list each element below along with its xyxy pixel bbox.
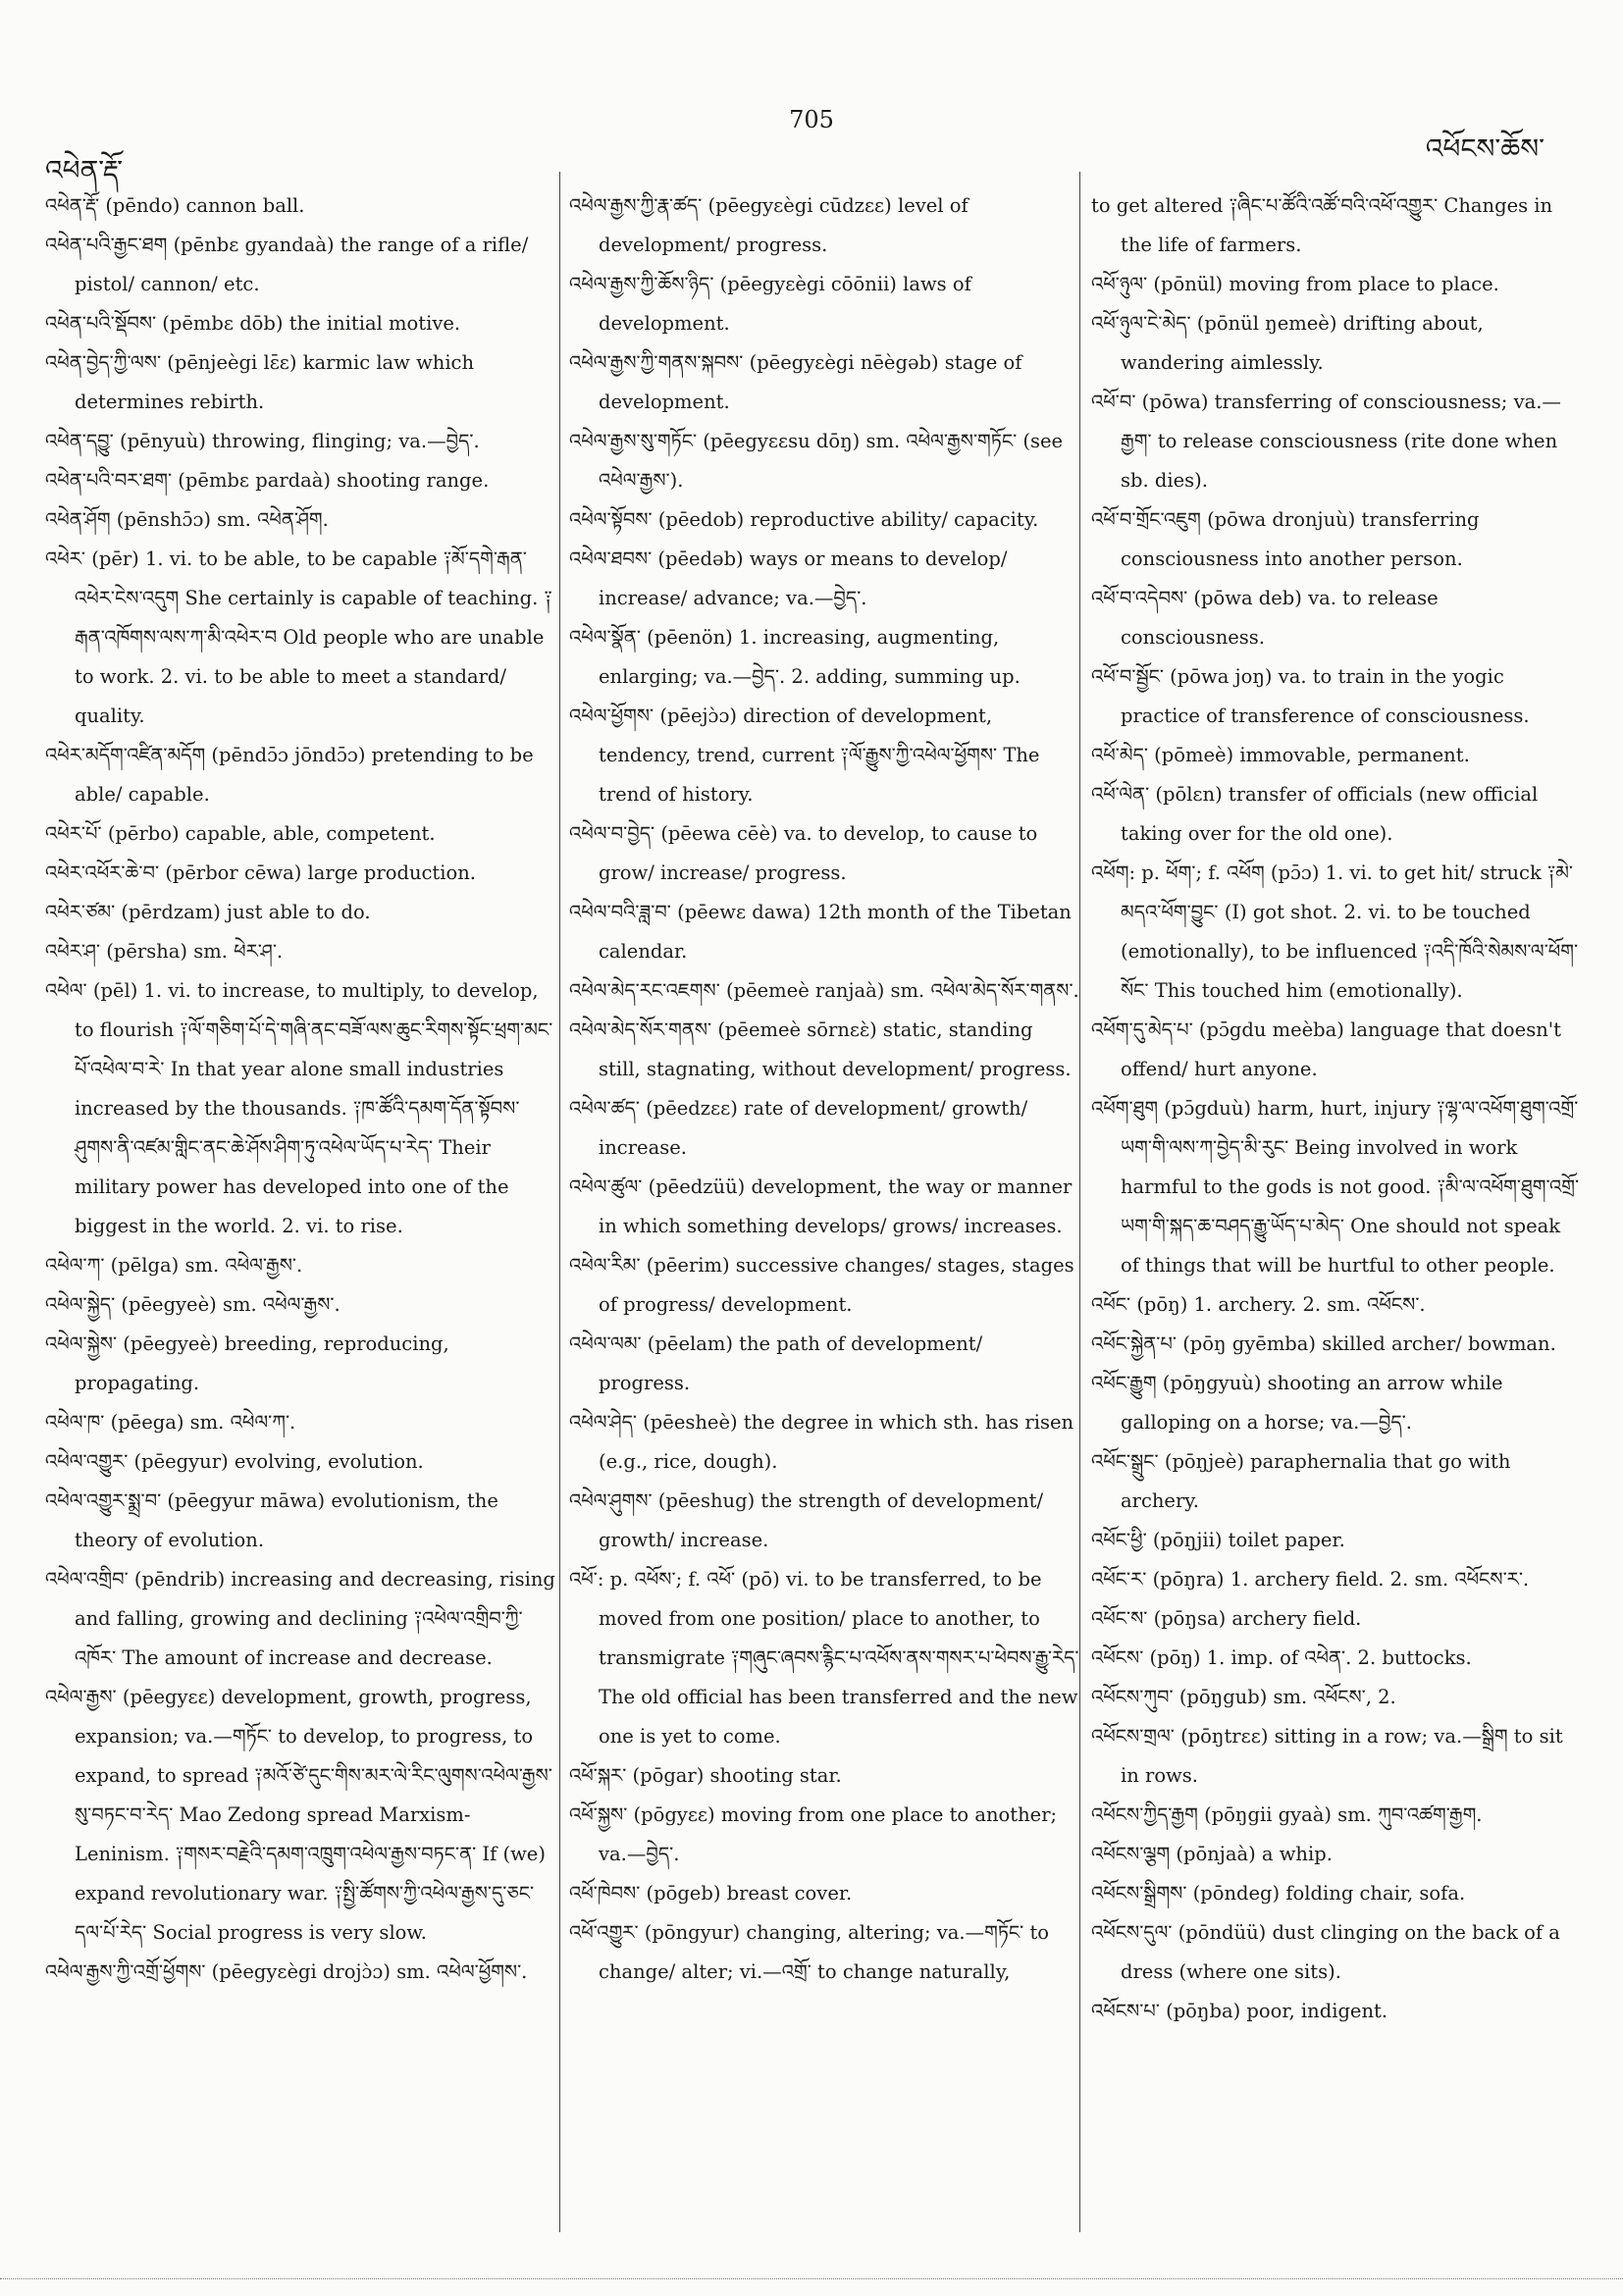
dictionary-entry: འཕོ་ལེན་ (pōlɛn) transfer of officials (new official taking over for the old one). bbox=[1091, 783, 1539, 845]
running-head-left: འཕེན་རྡོ་ bbox=[45, 154, 124, 186]
dictionary-entry: འཕོང་སྒྲུང་ (pōŋjeè) paraphernalia that go with archery. bbox=[1091, 1450, 1511, 1512]
dictionary-entry: འཕོ་བ་ (pōwa) transferring of consciousness; va.—རྒྱག་ to release consciousness (rite done when sb. dies). bbox=[1091, 391, 1561, 492]
dictionary-entry: འཕོ་བ་གྲོང་འཇུག (pōwa dronjuù) transferring consciousness into another person. bbox=[1091, 508, 1480, 570]
dictionary-entry: འཕེལ་ཤུགས་ (pēeshug) the strength of development/ growth/ increase. bbox=[569, 1489, 1044, 1551]
dictionary-entry: འཕོ་བ་སྦྱོང་ (pōwa joŋ) va. to train in the yogic practice of transference of consciousness. bbox=[1091, 665, 1530, 727]
dictionary-entry: འཕོངས་ (pōŋ) 1. imp. of འཕེན་. 2. buttocks. bbox=[1091, 1646, 1472, 1669]
dictionary-entry: འཕེན་རྡོ་ (pēndo) cannon ball. bbox=[45, 194, 305, 217]
dictionary-entry: འཕོང་ར་ (pōŋra) 1. archery field. 2. sm. འཕོངས་ར་. bbox=[1091, 1568, 1530, 1591]
dictionary-entry: འཕེལ་རྒྱས་ཀྱི་ཆོས་ཉིད་ (pēegyɛègi cōōnii) laws of development. bbox=[569, 273, 971, 335]
dictionary-entry: འཕེལ་འགྱུར་སྨྲ་བ་ (pēegyur māwa) evolutionism, the theory of evolution. bbox=[45, 1489, 498, 1551]
dictionary-entry: འཕེན་པའི་སྡོབས་ (pēmbɛ dōb) the initial motive. bbox=[45, 312, 461, 335]
dictionary-entry: འཕེལ་ཤེད་ (pēesheè) the degree in which sth. has risen (e.g., rice, dough). bbox=[569, 1411, 1074, 1473]
dictionary-entry: འཕེལ་སྐྱེད་ (pēegyeè) sm. འཕེལ་རྒྱས་. bbox=[45, 1293, 340, 1316]
dictionary-column-3 bbox=[1091, 186, 1582, 2031]
dictionary-column-2 bbox=[569, 186, 1079, 1992]
dictionary-entry: འཕོ་: p. འཕོས་; f. འཕོ་ (pō) vi. to be transferred, to be moved from one position/ place to another, to transmigrate ༑གཞུང་ཞབས་རྙིང་པ་འཕོས་ནས་གསར་པ་ཕེབས་རྒྱུ་རེད་ The old official has been transferred and the new one is yet to come. bbox=[569, 1568, 1079, 1748]
dictionary-entry: འཕེལ་ཚུལ་ (pēedzüü) development, the way or manner in which something develops/ grows/ increases. bbox=[569, 1175, 1073, 1237]
dictionary-entry: འཕོ་ཉུལ་ (pōnül) moving from place to place. bbox=[1091, 273, 1499, 295]
dictionary-entry: འཕེལ་ཀ་ (pēlga) sm. འཕེལ་རྒྱས་. bbox=[45, 1254, 303, 1277]
dictionary-entry: འཕེལ་ (pēl) 1. vi. to increase, to multiply, to develop, to flourish ༑ལོ་གཅིག་པོ་དེ་གཞི་ནང་བཟོ་ལས་ཆུང་རིགས་སྟོང་ཕྲག་མང་པོ་འཕེལ་བ་རེ་ In that year alone small industries increased by the thousands. ༑ཁ་ཚོའི་དམག་དོན་སྟོབས་ཤུགས་ནི་འཛམ་གླིང་ནང་ཆེ་ཤོས་ཤིག་ཏུ་འཕེལ་ཡོད་པ་རེད་ Their military power has developed into one of the biggest in the world. 2. vi. to rise. bbox=[45, 979, 553, 1237]
dictionary-entry: འཕོངས་ཀུབ་ (pōŋgub) sm. འཕོངས་, 2. bbox=[1091, 1686, 1396, 1708]
dictionary-entry: འཕེལ་སྣོན་ (pēenön) 1. increasing, augmenting, enlarging; va.—བྱེད་. 2. adding, summing up. bbox=[569, 626, 1021, 688]
dictionary-column-1 bbox=[45, 186, 555, 1992]
dictionary-entry: འཕོངས་ལྕག (pōnjaà) a whip. bbox=[1091, 1843, 1333, 1865]
dictionary-entry: འཕེལ་ལམ་ (pēelam) the path of development/ progress. bbox=[569, 1332, 983, 1394]
dictionary-entry: འཕེན་ཤོག (pēnshɔ̄ɔ) sm. འཕེན་ཤོག. bbox=[45, 508, 329, 531]
dictionary-entry: འཕོངས་པ་ (pōŋba) poor, indigent. bbox=[1091, 2000, 1388, 2022]
dictionary-entry: to get altered ༑ཞིང་པ་ཚོའི་འཚོ་བའི་འཕོ་འགྱུར་ Changes in the life of farmers. bbox=[1091, 194, 1553, 256]
dictionary-entry: འཕེན་པའི་རྒྱང་ཐག (pēnbɛ gyandaà) the range of a rifle/ pistol/ cannon/ etc. bbox=[45, 234, 529, 295]
dictionary-entry: འཕེལ་རྒྱས་ཀྱི་གནས་སྐབས་ (pēegyɛègi nēègəb) stage of development. bbox=[569, 351, 1022, 413]
column-divider bbox=[559, 172, 560, 2232]
dictionary-entry: འཕེལ་ཚད་ (pēedzɛɛ) rate of development/ growth/ increase. bbox=[569, 1097, 1028, 1159]
running-head-right: འཕོངས་ཆོས་ bbox=[1425, 132, 1544, 165]
dictionary-entry: འཕེར་ཙམ་ (pērdzam) just able to do. bbox=[45, 901, 371, 923]
dictionary-entry: འཕོ་ཉུལ་ངེ་མེད་ (pōnül ŋemeè) drifting about, wandering aimlessly. bbox=[1091, 312, 1484, 374]
column-divider bbox=[1079, 172, 1080, 2232]
dictionary-entry: འཕེལ་ཐབས་ (pēedəb) ways or means to develop/ increase/ advance; va.—བྱེད་. bbox=[569, 548, 1008, 609]
dictionary-entry: འཕོངས་གྲལ་ (pōŋtrɛɛ) sitting in a row; va.—སྒྲིག to sit in rows. bbox=[1091, 1725, 1563, 1787]
dictionary-entry: འཕེལ་འགྱུར་ (pēegyur) evolving, evolution. bbox=[45, 1450, 424, 1473]
page-header bbox=[0, 98, 1623, 186]
dictionary-entry: འཕོང་ཕྱི་ (pōŋjii) toilet paper. bbox=[1091, 1529, 1345, 1551]
dictionary-entry: འཕེན་དབྱུ་ (pēnyuù) throwing, flinging; va.—བྱེད་. bbox=[45, 430, 480, 452]
dictionary-entry: འཕོངས་ཀྱིད་རྒྱག (pōŋgii gyaà) sm. ཀུབ་འཚག་རྒྱག. bbox=[1091, 1803, 1483, 1826]
dictionary-entry: འཕེར་ཤ་ (pērsha) sm. ཕེར་ཤ་. bbox=[45, 940, 284, 963]
dictionary-entry: འཕེལ་བ་བྱེད་ (pēewa cēè) va. to develop, to cause to grow/ increase/ progress. bbox=[569, 822, 1038, 884]
dictionary-entry: འཕེར་པོ་ (pērbo) capable, able, competent. bbox=[45, 822, 436, 845]
dictionary-entry: འཕོངས་སྒྲིགས་ (pōndeg) folding chair, sofa. bbox=[1091, 1882, 1466, 1905]
dictionary-entry: འཕེལ་ཁ་ (pēega) sm. འཕེལ་ཀ་. bbox=[45, 1411, 296, 1434]
dictionary-entry: འཕེར་འཕོར་ཆེ་བ་ (pērbor cēwa) large production. bbox=[45, 861, 477, 884]
dictionary-entry: འཕེན་པའི་བར་ཐག་ (pēmbɛ pardaà) shooting range. bbox=[45, 469, 490, 492]
dictionary-entry: འཕོ་སྐར་ (pōgar) shooting star. bbox=[569, 1764, 842, 1787]
page-number: 705 bbox=[789, 106, 834, 133]
dictionary-entry: འཕེལ་ཕྱོགས་ (pēejɔ̀ɔ) direction of development, tendency, trend, current ༑ལོ་རྒྱུས་ཀྱི་འཕེལ་ཕྱོགས་ The trend of history. bbox=[569, 704, 1040, 806]
dictionary-entry: འཕེལ་རིམ་ (pēerim) successive changes/ stages, stages of progress/ development. bbox=[569, 1254, 1074, 1316]
dictionary-entry: འཕེལ་མེད་སོར་གནས་ (pēemeè sōrnɛɛ̀) static, standing still, stagnating, without development/ progress. bbox=[569, 1018, 1072, 1080]
dictionary-entry: འཕེར་མདོག་འཛིན་མདོག (pēndɔ̄ɔ jōndɔ̄ɔ) pretending to be able/ capable. bbox=[45, 744, 534, 806]
dictionary-entry: འཕོང་སྐྱེན་པ་ (pōŋ gyēmba) skilled archer/ bowman. bbox=[1091, 1332, 1556, 1355]
dictionary-entry: འཕོ་སྐྱས་ (pōgyɛɛ) moving from one place to another; va.—བྱེད་. bbox=[569, 1803, 1058, 1865]
dictionary-entry: འཕོ་འགྱུར་ (pōngyur) changing, altering; va.—གཏོང་ to change/ alter; vi.—འགྲོ་ to change naturally, bbox=[569, 1921, 1050, 1983]
dictionary-entry: འཕོངས་དུལ་ (pōndüü) dust clinging on the back of a dress (where one sits). bbox=[1091, 1921, 1560, 1983]
dictionary-entry: འཕེལ་རྒྱས་ (pēegyɛɛ) development, growth, progress, expansion; va.—གཏོང་ to develop, to progress, to expand, to spread ༑མའོ་ཙེ་དུང་གིས་མར་ལེ་རིང་ལུགས་འཕེལ་རྒྱས་སུ་བཏང་བ་རེད་ Mao Zedong spread Marxism-Leninism. ༑གསར་བརྗེའི་དམག་འཁྲུག་འཕེལ་རྒྱས་བཏང་ན་ If (we) expand revolutionary war. ༑སྤྱི་ཚོགས་ཀྱི་འཕེལ་རྒྱས་དུ་ཅང་དལ་པོ་རེད་ Social progress is very slow. bbox=[45, 1686, 552, 1944]
dictionary-entry: འཕེལ་སྟོབས་ (pēedob) reproductive ability/ capacity. bbox=[569, 508, 1039, 531]
dictionary-entry: འཕེལ་སྐྱེས་ (pēegyeè) breeding, reproducing, propagating. bbox=[45, 1332, 449, 1394]
dictionary-entry: འཕེལ་རྒྱས་ཀྱི་འགྲོ་ཕྱོགས་ (pēegyɛègi drojɔ̀ɔ) sm. འཕེལ་ཕྱོགས་. bbox=[45, 1960, 528, 1983]
dictionary-entry: འཕོག་ཐུག (pɔ̄gduù) harm, hurt, injury ༑ལྷ་ལ་འཕོག་ཐུག་འགྲོ་ཡག་གི་ལས་ཀ་བྱེད་མི་རུང་ Being involved in work harmful to the gods is not good. ༑མི་ལ་འཕོག་ཐུག་འགྲོ་ཡག་གི་སྐད་ཆ་བཤད་རྒྱུ་ཡོད་པ་མེད་ One should not speak of things that will be hurtful to other people. bbox=[1091, 1097, 1580, 1277]
dictionary-entry: འཕོ་བ་འདེབས་ (pōwa deb) va. to release consciousness. bbox=[1091, 587, 1439, 649]
scan-bottom-edge bbox=[0, 2278, 1623, 2279]
dictionary-entry: འཕོང་ས་ (pōŋsa) archery field. bbox=[1091, 1607, 1362, 1630]
dictionary-entry: འཕེལ་བའི་ཟླ་བ་ (pēewɛ dawa) 12th month of the Tibetan calendar. bbox=[569, 901, 1072, 963]
dictionary-entry: འཕེར་ (pēr) 1. vi. to be able, to be capable ༑མོ་དགེ་རྒན་འཕེར་ངེས་འདུག She certainly is capable of teaching. ༑རྒན་འཁོགས་ལས་ཀ་མི་འཕེར་བ Old people who are unable to work. 2. vi. to be able to meet a standard/ quality. bbox=[45, 548, 552, 727]
dictionary-entry: འཕོང་ (pōŋ) 1. archery. 2. sm. འཕོངས་. bbox=[1091, 1293, 1426, 1316]
dictionary-entry: འཕོག་དུ་མེད་པ་ (pɔ̄gdu meèba) language that doesn't offend/ hurt anyone. bbox=[1091, 1018, 1561, 1080]
dictionary-entry: འཕོག: p. ཕོག་; f. འཕོག (pɔ̄ɔ) 1. vi. to get hit/ struck ༑མེ་མདའ་ཕོག་བྱུང་ (I) got shot. 2. vi. to be touched (emotionally), to be influenced ༑འདི་ཁོའི་སེམས་ལ་ཕོག་སོང་ This touched him (emotionally). bbox=[1091, 861, 1579, 1002]
dictionary-entry: འཕེལ་རྒྱས་ཀྱི་རྣ་ཚད་ (pēegyɛègi cūdzɛɛ) level of development/ progress. bbox=[569, 194, 969, 256]
dictionary-entry: འཕེལ་འགྲིབ་ (pēndrib) increasing and decreasing, rising and falling, growing and declining ༑འཕེལ་འགྲིབ་ཀྱི་འཁོར་ The amount of increase and decrease. bbox=[45, 1568, 555, 1669]
dictionary-entry: འཕེན་བྱེད་ཀྱི་ལས་ (pēnjeègi lɛ̄ɛ) karmic law which determines rebirth. bbox=[45, 351, 475, 413]
dictionary-entry: འཕོ་ཁེབས་ (pōgeb) breast cover. bbox=[569, 1882, 853, 1905]
dictionary-entry: འཕོ་མེད་ (pōmeè) immovable, permanent. bbox=[1091, 744, 1470, 766]
dictionary-entry: འཕོང་རྒྱུག (pōŋgyuù) shooting an arrow while galloping on a horse; va.—བྱེད་. bbox=[1091, 1372, 1503, 1434]
dictionary-entry: འཕེལ་མེད་རང་འཇགས་ (pēemeè ranjaà) sm. འཕེལ་མེད་སོར་གནས་. bbox=[569, 979, 1079, 1002]
dictionary-entry: འཕེལ་རྒྱས་སུ་གཏོང་ (pēegyɛɛsu dōŋ) sm. འཕེལ་རྒྱས་གཏོང་ (see འཕེལ་རྒྱས་). bbox=[569, 430, 1064, 492]
